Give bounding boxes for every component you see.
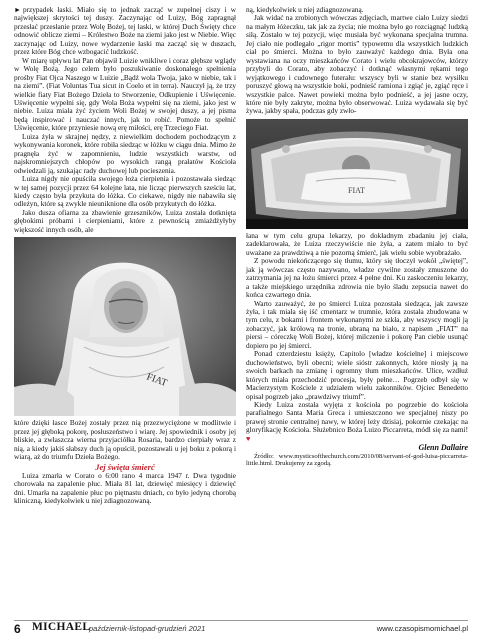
page-number: 6 [14,622,21,636]
paragraph: które dzięki łasce Bożej zostały przez nią przezwyciężone w modlitwie i przez jej głęboką pokorę, posłuszeństwo i wiarę. Jej spowiednik i osoby jej bliskie, a zwłaszcza wierna przyjaciółka Rosaria, bardzo cierpiały wraz z nią, a kiedy jakiś słabszy duch ją opuścił, pozostawali u jej boku z pokorą i wiarą, aż do triumfu Dzieła Bożego. [14,418,236,462]
photo-coffin-graphic [246,119,468,229]
photo-luisa-in-bed [14,237,236,416]
fiat-inscription: FIAT [144,371,169,390]
paragraph: Luiza żyła w skrajnej nędzy, z niewielkim dochodem pochodzącym z wykonywania koronek, które robiła siedząc w łóżku w ciągu dnia. Mimo że pragnęła żyć w zapomnieniu, ludzie wszystkich warstw, od najskromniejszych chłopów po wysokich rangą prałatów Kościoła odwiedzali ją, szukając rady duchowej lub pocieszenia. [14,131,236,175]
magazine-logo: MICHAEL [32,621,91,633]
paragraph-text: przypadek łaski. Miało się to jednak zacząć w zupełnej ciszy i w największej skrytości tej duszy. Zaczynając od Luizy, Bóg zapragnął przesłać przesłanie przez Wolę Bożej, tej łaski, w której Duch Święty chce odnowić oblicze ziemi – Królestwo Boże na ziemi jako jest w Niebie. Więc zaczynając od Luizy, nowe wydarzenie łaski ma zacząć się w duszach, przez które Bóg chce wzbogacić ludzkość. [14,5,236,57]
website-url: www.czasopismomichael.pl [376,623,468,633]
heart-icon: ♥ [246,433,251,443]
paragraph: Warto zauważyć, że po śmierci Luiza pozostała siedząca, jak zawsze żyła, i tak miała się iść cmentarz w trumnie, która została zbudowana w tym celu, z bokami i frontem wykonanymi ze szkła, aby wszyscy mogli ją zobaczyć, jak królową na tronie, ubraną na biało, z napisem „FIAT” na piersi – córeczkę Woli Bożej, której milczenie i pokorę Pan ciebie usunąć dopiero po jej śmierci. [246,298,468,350]
issue-date: październik-listopad-grudzień 2021 [89,623,206,633]
paragraph: Z powodu niekończącego się tłumu, który się tłoczył wokół „świętej”, jak ją wówczas często nazywano, władze cywilne zostały zmuszone do zatrzymania jej na łożu śmierci przez 4 pełne dni. Ku zaskoczeniu lekarzy, a także miejskiego urzędnika zdrowia nie było śladu zepsucia nawet do końca czwartego dnia. [246,256,468,300]
paragraph: ną, kiedykolwiek u niej zdiagnozowaną. [246,5,364,14]
paragraph: Jak widać na zrobionych wówczas zdjęciach, martwe ciało Luizy siedzi na małym łóżeczku, tak jak za życia; nie można było go rozciągnąć ludzką siłą. Zostało w tej pozycji, więc musiała być wykonana specjalna trumna. Jej ciało nie podlegało „rigor mortis” typowemu dla wszystkich ludzkich ciał po śmierci. Można to było zauważyć każdego dnia. Była ona wystawiana na oczy mieszkańców Corato i wielu obcokrajowców, którzy przybyli do Corato, aby zobaczyć i dotknąć własnymi rękami tego wyjątkowego i cudownego futerału: wszyscy byli w stanie bez wysiłku poruszyć głową na wszystkie boki, podnieść ramiona i zgiąć je, zgiąć ręce i wszystkie palce. Nawet powieki można było podnieść, a jej jasne oczy, które nie były zakryte, można było obserwować. Luiza wydawała się być żywa, jakby spała, podczas gdy zwło- [246,13,468,116]
arrow-right-icon: ► [14,6,21,14]
paragraph-text: Kiedy Luiza została wyjęta z kościoła po pogrzebie do kościoła parafialnego Santa Maria Greca i umieszczono we specjalnej niszy po prawej stronie centralnej nawy, w której leży dzisiaj, pokornie czekając na gloryfikację Kościoła. Służebnico Boża Luizo Piccarreta, módl się za nami! [246,399,468,435]
photo-luisa-in-coffin [246,119,468,229]
paragraph [14,6,236,57]
fiat-inscription: FIAT [348,185,365,195]
paragraph: łana w tym celu grupa lekarzy, po dokładnym zbadaniu jej ciała, zadeklarowała, że Luiza rzeczywiście nie żyła, a zatem miało to być uważane za prawdziwą a nie pozorną śmierć, jak wielu sobie wyobrażało. [246,230,468,257]
paragraph [246,401,468,443]
photo-luisa-graphic [14,237,236,416]
paragraph: Jako dusza ofiarna za zbawienie grzeszników, Luiza została dotknięta głębokimi próbami i cierpieniami, które z pewnością zmiażdżyłyby większość innych osób, ale [14,207,236,234]
paragraph: W miarę upływu lat Pan objawił Luizie wnikliwe i coraz głębsze wglądy w Wolę Bożą. Jego celem było poszukiwanie doskonałego spełnienia prośby Fiat Ojca Naszego w Luizie „Bądź wola Twoja, jako w niebie, tak i na ziemi”. (Fiat Voluntas Tua sicut in Coelo et in terra). Nauczył ją, że trzy wielkie fiaty Fiat Bożego Dzieła to Stworzenie, Odkupienie i Uświęcenie. Uświęcenie wypełni się, gdy Wola Boża wypełni się na ziemi, jako jest w niebie. Luiza miała żyć życiem Woli Bożej w swojej duszy, a jej pisma będą inspirować i nauczać innych, jak to robić. Pomoże to spełnić Uświęcenie, które przyniesie nową erę miłości, erę Trzeciego Fiat. [14,55,236,133]
right-column [246,6,468,468]
paragraph: Luiza zmarła w Corato o 6:00 rano 4 marca 1947 r. Dwa tygodnie chorowała na zapalenie płuc. Miała 81 lat, dziewięć miesięcy i dziewięć dni. Umarła na zapalenie płuc po piętnastu dniach, co było jedyną chorobą kliniczną, kiedykolwiek u niej zdiagnozowaną. [14,470,236,506]
paragraph: Ponad czterdziestu księży, Capitolo [władze kościelne] i miejscowe duchowieństwo, byli obecni; wiele sióstr zakonnych, które niosły ją na swoich barkach na zmianę i ogromny tłum mieszkańców. Ulice, wzdłuż których miała przechodzić procesja, były pełne… Pogrzeb odbył się w Macierzystym Kościele z udziałem wielu zakonników. Ojciec Benedetto opisał pogrzeb jako „prawdziwy triumf”. [246,349,468,401]
page-footer [0,611,480,642]
source-note: Źródło: www.mysticsofthechurch.com/2010/08/servant-of-god-luisa-piccarreta-little.html. Drukujemy za zgodą. [246,452,468,468]
author: Glenn Dallaire [418,443,468,453]
left-column [14,6,236,506]
section-heading: Jej święta śmierć [95,461,155,472]
paragraph: Luiza nigdy nie opuściła swojego łoża cierpienia i pozostawała siedząc w tej samej pozycji przez 64 kolejne lata, nie licząc pierwszych sześciu lat, kiedy często była przykuta do łóżka. Co ciekawe, nigdy nie nabawiła się odleżyn, które są zwykle nieuniknione dla osób przykutych do łóżka. [14,174,236,209]
